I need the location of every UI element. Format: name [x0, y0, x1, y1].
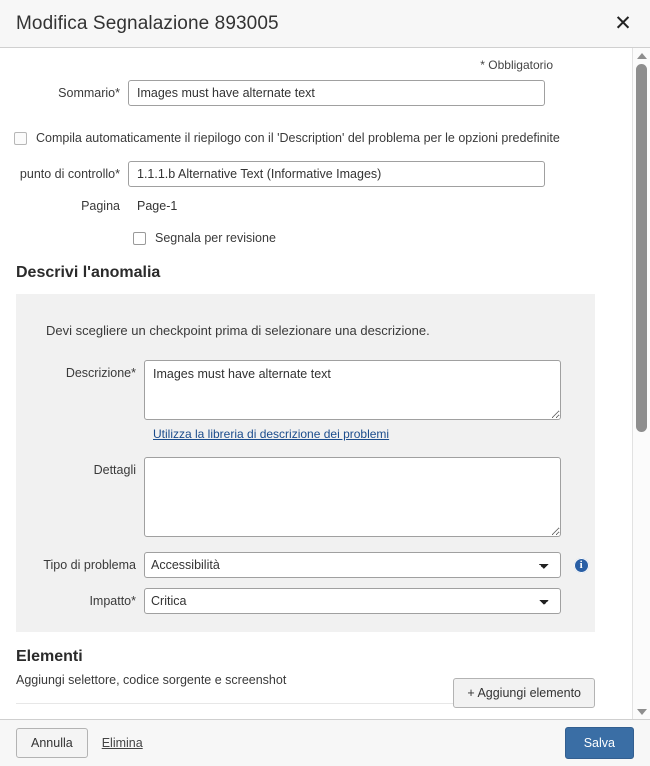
- dettagli-textarea[interactable]: [144, 457, 561, 537]
- review-flag-checkbox[interactable]: [133, 232, 146, 245]
- dialog-title: Modifica Segnalazione 893005: [16, 12, 279, 34]
- field-row-descrizione: [16, 360, 595, 441]
- descrizione-label: Descrizione*: [65, 366, 136, 380]
- field-row-tipo-problema: [16, 552, 595, 578]
- field-row-sommario: [0, 80, 632, 106]
- field-row-dettagli: [16, 457, 595, 540]
- dialog-footer: [0, 719, 650, 766]
- dialog-titlebar: [0, 0, 650, 48]
- pagina-field-wrap: [128, 193, 632, 219]
- impatto-field-wrap: [144, 588, 595, 614]
- delete-link[interactable]: Elimina: [101, 736, 143, 750]
- elementi-subtitle: Aggiungi selettore, codice sorgente e screenshot: [16, 673, 287, 687]
- scrollbar-thumb[interactable]: [636, 64, 647, 432]
- add-element-button[interactable]: + Aggiungi elemento: [453, 678, 595, 708]
- descrizione-field-wrap: [144, 360, 595, 441]
- vertical-scrollbar[interactable]: [632, 48, 650, 719]
- dialog-body-scroll-area: [0, 48, 650, 719]
- review-flag-label: Segnala per revisione: [155, 231, 276, 245]
- impatto-label: Impatto*: [89, 594, 136, 608]
- field-row-pagina: [0, 193, 632, 219]
- checkpoint-input[interactable]: [128, 161, 545, 187]
- info-icon[interactable]: i: [574, 558, 589, 573]
- close-icon[interactable]: ✕: [610, 11, 636, 37]
- anomaly-section-heading: Descrivi l'anomalia: [16, 264, 161, 281]
- review-flag-checkbox-row[interactable]: [133, 231, 632, 245]
- required-note: * Obbligatorio: [480, 58, 553, 72]
- autofill-checkbox[interactable]: [14, 132, 27, 145]
- checkpoint-field-wrap: [128, 161, 632, 187]
- field-row-impatto: [16, 588, 595, 614]
- sommario-field-wrap: [128, 80, 632, 106]
- autofill-checkbox-row[interactable]: [14, 131, 632, 145]
- anomaly-panel-note: Devi scegliere un checkpoint prima di selezionare una descrizione.: [46, 323, 430, 338]
- elementi-section: [0, 673, 632, 700]
- autofill-checkbox-label: Compila automaticamente il riepilogo con il 'Description' del problema per le opzioni predefinite: [36, 131, 560, 145]
- tipo-problema-select[interactable]: [144, 552, 561, 578]
- dialog-body-content: [0, 48, 632, 719]
- pagina-label: Pagina: [81, 199, 120, 213]
- dettagli-label: Dettagli: [93, 463, 136, 477]
- checkpoint-label: punto di controllo*: [19, 167, 120, 181]
- tipo-problema-field-wrap: [144, 552, 595, 578]
- descrizione-textarea[interactable]: [144, 360, 561, 420]
- anomaly-panel: [16, 294, 595, 632]
- scroll-up-arrow-icon[interactable]: [633, 48, 650, 63]
- field-row-checkpoint: [0, 161, 632, 187]
- sommario-input[interactable]: [128, 80, 545, 106]
- pagina-value: Page-1: [137, 199, 178, 213]
- scroll-down-arrow-icon[interactable]: [633, 704, 650, 719]
- sommario-label: Sommario*: [58, 86, 120, 100]
- cancel-button[interactable]: Annulla: [16, 728, 88, 758]
- tipo-problema-label: Tipo di problema: [43, 558, 136, 572]
- save-button[interactable]: Salva: [565, 727, 634, 759]
- impatto-select[interactable]: [144, 588, 561, 614]
- elementi-section-heading: Elementi: [16, 648, 83, 665]
- dettagli-field-wrap: [144, 457, 595, 540]
- issue-description-library-link[interactable]: Utilizza la libreria di descrizione dei problemi: [153, 427, 390, 441]
